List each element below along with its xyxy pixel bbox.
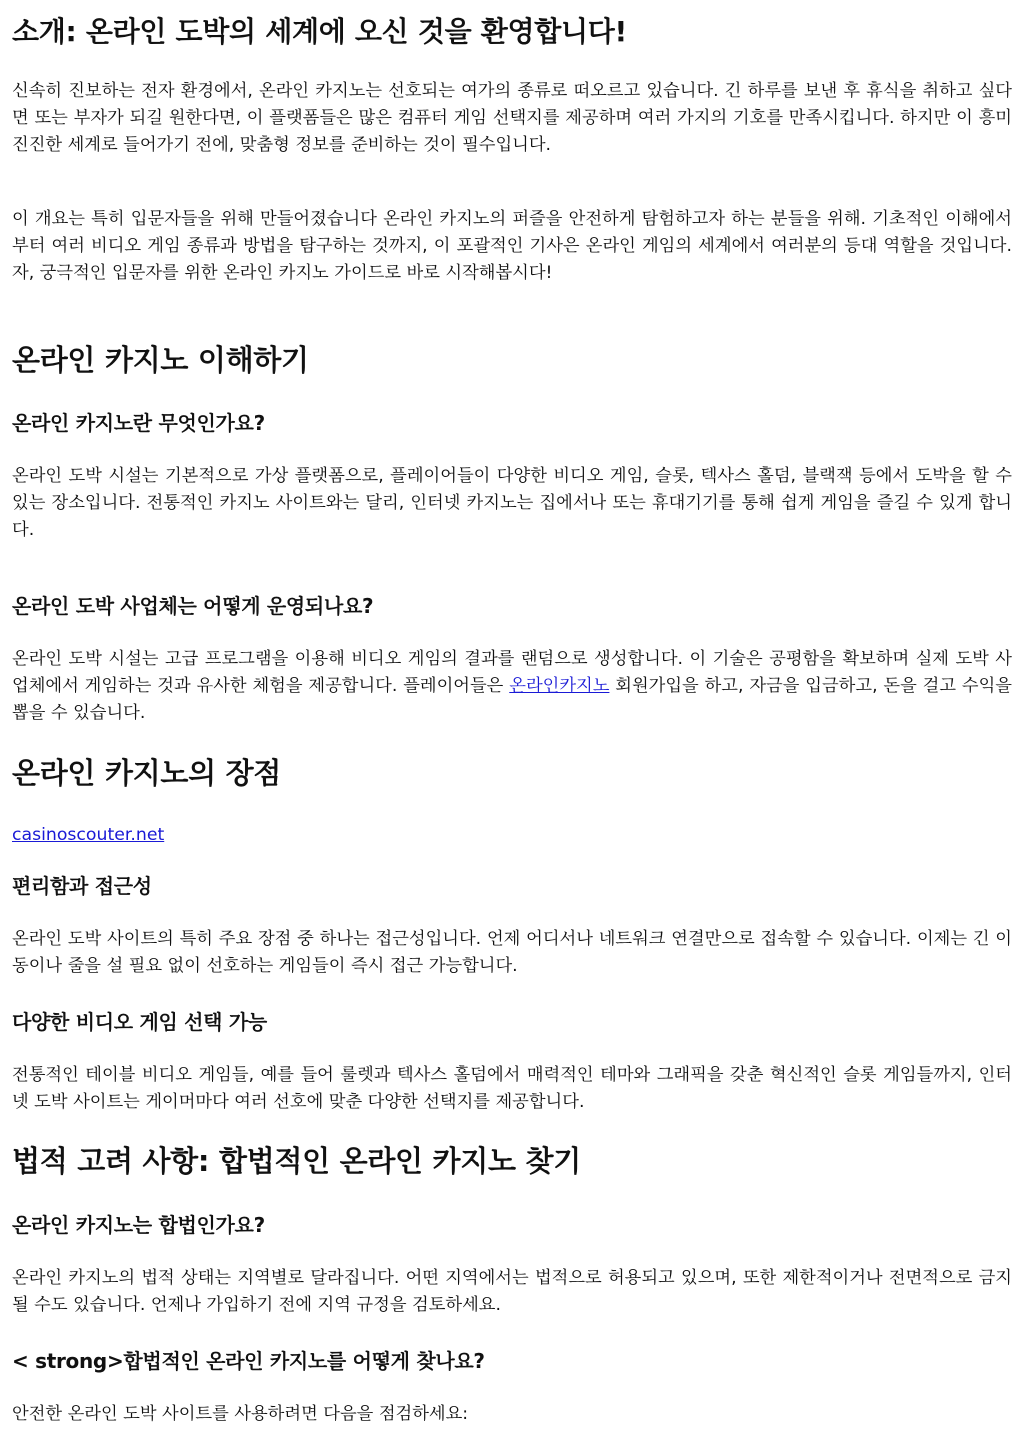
subheading-finding-legal: < strong>합법적인 온라인 카지노를 어떻게 찾나요?	[12, 1349, 485, 1373]
subheading-is-it-legal: 온라인 카지노는 합법인가요?	[12, 1213, 265, 1237]
subheading-convenience: 편리함과 접근성	[12, 874, 152, 898]
section-heading-understanding: 온라인 카지노 이해하기	[12, 343, 309, 377]
paragraph-finding-legal: 안전한 온라인 도박 사이트를 사용하려면 다음을 점검하세요:	[12, 1404, 469, 1424]
paragraph-game-selection: 전통적인 테이블 비디오 게임들, 예를 들어 룰렛과 텍사스 홀덤에서 매력적인 테마와 그래픽을 갖춘 혁신적인 슬롯 게임들까지, 인터넷 도박 사이트는 게이머마다 여러 선호에 맞춘 다양한 선택지를 제공합니다.	[12, 1065, 1012, 1112]
section-heading-legal: 법적 고려 사항: 합법적인 온라인 카지노 찾기	[12, 1144, 581, 1178]
intro-paragraph-2: 이 개요는 특히 입문자들을 위해 만들어졌습니다 온라인 카지노의 퍼즐을 안전하게 탐험하고자 하는 분들을 위해. 기초적인 이해에서부터 여러 비디오 게임 종류과 방법을 탐구하는 것까지, 이 포괄적인 기사은 온라인 게임의 세계에서 여러분의 등대 역할을 것입니다. 자, 궁극적인 입문자를 위한 온라인 카지노 가이드로 바로 시작해봅시다!	[12, 209, 1012, 283]
section-heading-advantages: 온라인 카지노의 장점	[12, 756, 282, 790]
source-link-line	[12, 822, 1012, 849]
subheading-what-is-online-casino: 온라인 카지노란 무엇인가요?	[12, 411, 265, 435]
paragraph-how-it-operates	[12, 646, 1012, 727]
subheading-game-selection: 다양한 비디오 게임 선택 가능	[12, 1010, 267, 1034]
online-casino-link[interactable]: 온라인카지노	[509, 676, 610, 696]
paragraph-what-is-online-casino: 온라인 도박 시설는 기본적으로 가상 플랫폼으로, 플레이어들이 다양한 비디오 게임, 슬롯, 텍사스 홀덤, 블랙잭 등에서 도박을 할 수 있는 장소입니다. 전통적인 카지노 사이트와는 달리, 인터넷 카지노는 집에서나 또는 휴대기기를 통해 쉽게 게임을 즐길 수 있게 합니다.	[12, 466, 1012, 540]
casinoscouter-link[interactable]: casinoscouter.net	[12, 825, 165, 845]
paragraph-convenience: 온라인 도박 사이트의 특히 주요 장점 중 하나는 접근성입니다. 언제 어디서나 네트워크 연결만으로 접속할 수 있습니다. 이제는 긴 이동이나 줄을 설 필요 없이 선호하는 게임들이 즉시 접근 가능합니다.	[12, 929, 1012, 976]
subheading-how-it-operates: 온라인 도박 사업체는 어떻게 운영되나요?	[12, 594, 374, 618]
page-title: 소개: 온라인 도박의 세계에 오신 것을 환영합니다!	[12, 15, 628, 48]
paragraph-how-it-operates-text-1: 온라인 도박 시설는 고급 프로그램을 이용해 비디오 게임의 결과를 랜덤으로 생성합니다. 이 기술은 공평함을 확보하며 실제 도박 사업체에서 게임하는 것과 유사한 체험을 제공합니다. 플레이어들은	[12, 649, 1012, 696]
paragraph-is-it-legal: 온라인 카지노의 법적 상태는 지역별로 달라집니다. 어떤 지역에서는 법적으로 허용되고 있으며, 또한 제한적이거나 전면적으로 금지될 수도 있습니다. 언제나 가입하기 전에 지역 규정을 검토하세요.	[12, 1268, 1012, 1315]
paragraph-how-it-operates-text-2: 회원가입을 하고, 자금을 입금하고, 돈을 걸고 수익을 뽑을 수 있습니다.	[12, 676, 1012, 723]
intro-paragraph-1: 신속히 진보하는 전자 환경에서, 온라인 카지노는 선호되는 여가의 종류로 떠오르고 있습니다. 긴 하루를 보낸 후 휴식을 취하고 싶다면 또는 부자가 되길 원한다면, 이 플랫폼들은 많은 컴퓨터 게임 선택지를 제공하며 여러 가지의 기호를 만족시킵니다. 하지만 이 흥미진진한 세계로 들어가기 전에, 맞춤형 정보를 준비하는 것이 필수입니다.	[12, 81, 1012, 155]
